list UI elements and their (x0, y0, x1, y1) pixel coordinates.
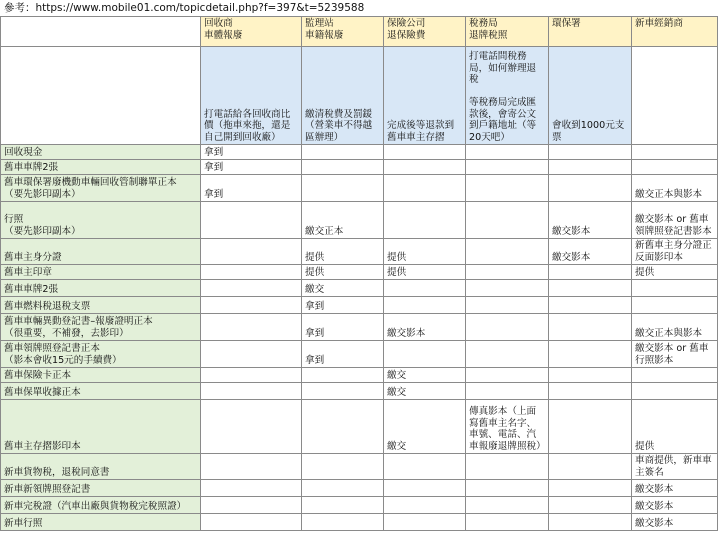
table-cell[interactable] (466, 383, 549, 400)
table-cell[interactable]: 新舊車主身分證正反面影印本 (632, 239, 718, 265)
table-row (1, 341, 718, 368)
row-label[interactable]: 舊車主存摺影印本 (1, 400, 201, 454)
table-cell[interactable]: 提供 (384, 239, 466, 265)
table-cell[interactable] (201, 202, 302, 239)
table-cell[interactable] (466, 280, 549, 297)
column-header[interactable]: 稅務局 退牌稅照 (466, 17, 549, 47)
table-cell[interactable]: 拿到 (302, 341, 384, 368)
row-label[interactable]: 舊車車輛異動登記書–報廢證明正本 （很重要，不補發，去影印） (1, 314, 201, 341)
table-cell[interactable] (549, 400, 632, 454)
row-label[interactable]: 舊車主印章 (1, 265, 201, 280)
row-label[interactable]: 舊車車牌2張 (1, 160, 201, 175)
table-cell[interactable] (632, 145, 718, 160)
table-cell[interactable] (632, 383, 718, 400)
table-cell[interactable] (201, 280, 302, 297)
table-cell[interactable] (466, 368, 549, 383)
table-row (1, 314, 718, 341)
table-cell[interactable] (466, 160, 549, 175)
row-label[interactable]: 新車新領牌照登記書 (1, 480, 201, 497)
table-cell[interactable] (384, 454, 466, 480)
note-cell[interactable]: 打電話問稅務局，如何辦理退稅 等稅務局完成匯款後，會寄公文到戶籍地址（等20天吧） (466, 47, 549, 145)
table-cell[interactable] (549, 314, 632, 341)
row-label[interactable]: 舊車燃料稅退稅支票 (1, 297, 201, 314)
table-cell[interactable] (384, 497, 466, 514)
table-row (1, 160, 718, 175)
table-cell[interactable] (302, 480, 384, 497)
table-row (1, 383, 718, 400)
table-row (1, 454, 718, 480)
table-cell[interactable]: 提供 (302, 239, 384, 265)
table-cell[interactable] (201, 497, 302, 514)
table-cell[interactable] (549, 280, 632, 297)
table-cell[interactable] (549, 265, 632, 280)
table-cell[interactable] (632, 280, 718, 297)
table-cell[interactable] (549, 383, 632, 400)
note-cell[interactable] (632, 47, 718, 145)
table-cell[interactable] (384, 160, 466, 175)
table-cell[interactable] (549, 145, 632, 160)
table-row (1, 202, 718, 239)
table-row (1, 497, 718, 514)
table-row (1, 514, 718, 531)
table-cell[interactable] (632, 368, 718, 383)
table-cell[interactable]: 繳交影本 or 舊車行照影本 (632, 341, 718, 368)
table-cell[interactable]: 繳交影本 (632, 497, 718, 514)
table-cell[interactable] (302, 497, 384, 514)
note-cell[interactable]: 會收到1000元支票 (549, 47, 632, 145)
table-row (1, 480, 718, 497)
table-cell[interactable]: 拿到 (302, 297, 384, 314)
table-cell[interactable] (632, 297, 718, 314)
corner-cell[interactable] (1, 17, 201, 47)
row-label[interactable]: 新車完稅證（汽車出廠與貨物稅完稅照證） (1, 497, 201, 514)
table-row (1, 368, 718, 383)
table-cell[interactable]: 繳交影本 (549, 202, 632, 239)
table-cell[interactable]: 提供 (302, 265, 384, 280)
table-cell[interactable]: 繳交影本 (384, 314, 466, 341)
table-cell[interactable]: 拿到 (201, 160, 302, 175)
table-row (1, 239, 718, 265)
row-label[interactable]: 舊車保險卡正本 (1, 368, 201, 383)
note-row (1, 47, 718, 145)
table-cell[interactable] (384, 202, 466, 239)
reference-link[interactable]: 參考：https://www.mobile01.com/topicdetail.php?f=397&t=5239588 (4, 2, 365, 14)
table-cell[interactable] (466, 297, 549, 314)
table-cell[interactable] (201, 383, 302, 400)
row-label[interactable]: 新車貨物稅，退稅同意書 (1, 454, 201, 480)
table-cell[interactable] (201, 514, 302, 531)
procedure-table (0, 16, 718, 531)
table-cell[interactable]: 拿到 (201, 175, 302, 202)
table-cell[interactable] (384, 514, 466, 531)
table-cell[interactable] (302, 514, 384, 531)
row-label[interactable]: 回收現金 (1, 145, 201, 160)
table-cell[interactable] (384, 145, 466, 160)
table-cell[interactable] (201, 314, 302, 341)
table-cell[interactable]: 繳交影本 (632, 514, 718, 531)
note-cell[interactable]: 繳清稅費及罰鍰（營業車不得越區辦理） (302, 47, 384, 145)
table-cell[interactable]: 傳真影本（上面寫舊車主名字、車號、電話、汽車報廢退牌照稅） (466, 400, 549, 454)
table-cell[interactable] (302, 145, 384, 160)
table-cell[interactable] (201, 297, 302, 314)
table-cell[interactable]: 繳交 (302, 280, 384, 297)
table-cell[interactable] (549, 341, 632, 368)
table-cell[interactable] (201, 400, 302, 454)
table-cell[interactable] (466, 454, 549, 480)
table-cell[interactable] (466, 341, 549, 368)
table-cell[interactable] (632, 160, 718, 175)
table-cell[interactable] (549, 175, 632, 202)
table-cell[interactable] (201, 341, 302, 368)
column-header[interactable]: 監理站 車籍報廢 (302, 17, 384, 47)
table-cell[interactable]: 繳交正本 (302, 202, 384, 239)
column-header[interactable]: 保險公司 退保險費 (384, 17, 466, 47)
table-cell[interactable]: 繳交影本 or 舊車領牌照登記書影本 (632, 202, 718, 239)
table-cell[interactable]: 繳交 (384, 383, 466, 400)
table-cell[interactable] (549, 497, 632, 514)
table-cell[interactable] (466, 145, 549, 160)
row-label[interactable]: 新車行照 (1, 514, 201, 531)
table-cell[interactable] (302, 175, 384, 202)
column-header[interactable]: 回收商 車體報廢 (201, 17, 302, 47)
table-cell[interactable] (302, 368, 384, 383)
table-row (1, 280, 718, 297)
table-row (1, 400, 718, 454)
table-row (1, 175, 718, 202)
table-cell[interactable] (549, 514, 632, 531)
table-cell[interactable]: 繳交影本 (549, 239, 632, 265)
table-cell[interactable] (201, 368, 302, 383)
table-cell[interactable] (549, 160, 632, 175)
row-label[interactable]: 舊車保單收據正本 (1, 383, 201, 400)
table-cell[interactable] (201, 265, 302, 280)
table-cell[interactable] (302, 454, 384, 480)
table-cell[interactable] (466, 314, 549, 341)
table-cell[interactable] (201, 480, 302, 497)
table-cell[interactable] (302, 383, 384, 400)
table-cell[interactable]: 拿到 (201, 145, 302, 160)
row-label[interactable]: 行照 （要先影印副本） (1, 202, 201, 239)
table-row (1, 297, 718, 314)
table-cell[interactable] (384, 297, 466, 314)
row-label[interactable]: 舊車領牌照登記書正本 （影本會收15元的手續費） (1, 341, 201, 368)
table-cell[interactable] (466, 239, 549, 265)
table-row (1, 265, 718, 280)
table-cell[interactable]: 繳交影本 (632, 480, 718, 497)
row-label[interactable]: 舊車主身分證 (1, 239, 201, 265)
table-cell[interactable]: 繳交正本與影本 (632, 175, 718, 202)
table-cell[interactable] (466, 480, 549, 497)
table-cell[interactable]: 車商提供，新車車主簽名 (632, 454, 718, 480)
table-cell[interactable] (549, 454, 632, 480)
table-cell[interactable] (384, 175, 466, 202)
table-cell[interactable] (466, 202, 549, 239)
table-cell[interactable]: 提供 (384, 265, 466, 280)
table-cell[interactable]: 拿到 (302, 314, 384, 341)
table-cell[interactable]: 繳交 (384, 368, 466, 383)
table-cell[interactable] (384, 341, 466, 368)
table-cell[interactable] (384, 280, 466, 297)
row-label[interactable]: 舊車環保署廢機動車輛回收管制聯單正本 （要先影印副本） (1, 175, 201, 202)
table-cell[interactable] (466, 497, 549, 514)
row-label[interactable]: 舊車車牌2張 (1, 280, 201, 297)
note-cell[interactable]: 打電話給各回收商比價（拖車來拖，還是自己開到回收廠） (201, 47, 302, 145)
table-cell[interactable]: 提供 (632, 400, 718, 454)
table-cell[interactable] (466, 175, 549, 202)
header-row (1, 17, 718, 47)
table-cell[interactable] (302, 400, 384, 454)
table-cell[interactable] (302, 160, 384, 175)
table-cell[interactable] (201, 454, 302, 480)
table-cell[interactable]: 提供 (632, 265, 718, 280)
table-cell[interactable] (549, 297, 632, 314)
table-row (1, 145, 718, 160)
note-cell[interactable]: 完成後等退款到舊車車主存摺 (384, 47, 466, 145)
table-cell[interactable] (201, 239, 302, 265)
column-header[interactable]: 環保署 (549, 17, 632, 47)
table-cell[interactable]: 繳交正本與影本 (632, 314, 718, 341)
note-cell[interactable] (1, 47, 201, 145)
table-cell[interactable] (466, 514, 549, 531)
table-cell[interactable] (466, 265, 549, 280)
table-cell[interactable]: 繳交 (384, 400, 466, 454)
table-cell[interactable] (549, 480, 632, 497)
column-header[interactable]: 新車經銷商 (632, 17, 718, 47)
table-cell[interactable] (549, 368, 632, 383)
table-cell[interactable] (384, 480, 466, 497)
